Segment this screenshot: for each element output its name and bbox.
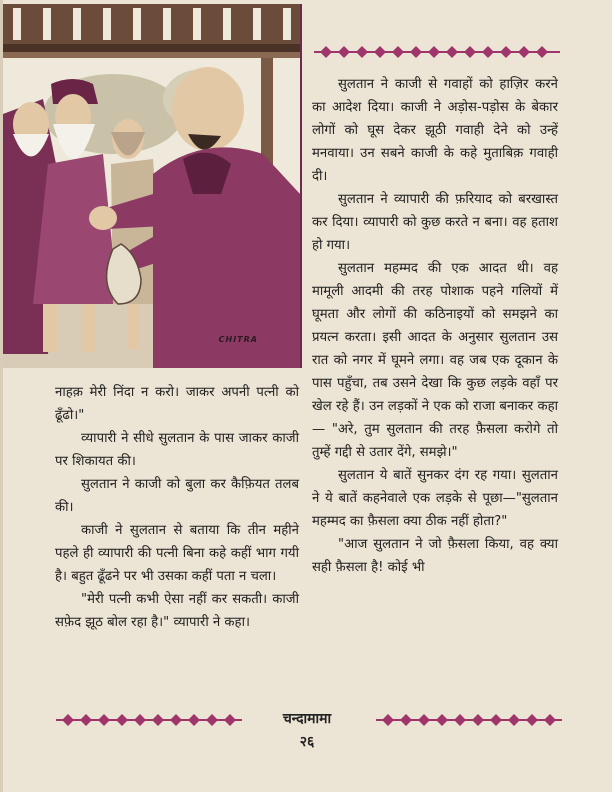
artist-signature: CHITRA <box>218 335 258 344</box>
paragraph: काजी ने सुलतान से बताया कि तीन महीने पहले ही व्यापारी की पत्नी बिना कहे कहीं भाग गयी है। बहुत ढूँढने पर भी उसका कहीं पता न चला। <box>55 523 299 584</box>
paragraph: सुलतान ने काजी से गवाहों को हाज़िर करने का आदेश दिया। काजी ने अड़ोस-पड़ोस के बेकार लोगों को घूस देकर झूठी गवाही देने को उन्हें मनवाया। उन सबने काजी के कहे मुताबिक़ गवाही दी। <box>312 77 558 184</box>
paragraph: सुलतान ने व्यापारी की फ़रियाद को बरखास्त कर दिया। व्यापारी को कुछ करते न बना। वह हताश हो गया। <box>312 192 558 253</box>
page-number: २६ <box>299 734 315 750</box>
magazine-title: चन्दामामा <box>282 711 332 727</box>
left-text-column <box>55 381 299 634</box>
paragraph: "मेरी पत्नी कभी ऐसा नहीं कर सकती। काजी सफ़ेद झूठ बोल रहा है।" व्यापारी ने कहा। <box>55 592 299 630</box>
paragraph: नाहक़ मेरी निंदा न करो। जाकर अपनी पत्नी को ढूँढो।" <box>55 385 299 423</box>
paragraph: सुलतान ने काजी को बुला कर कैफ़ियत तलब की। <box>55 477 299 515</box>
illustration-sultan-and-men <box>3 4 300 368</box>
ornament-bottom-left <box>56 713 242 727</box>
paragraph: सुलतान महम्मद की एक आदत थी। वह मामूली आदमी की तरह पोशाक पहने गलियों में घूमता और लोगों की कठिनाइयों को समझने का प्रयत्न करता। इसी आदत के अनुसार सुलतान उस रात को नगर में घूमने लगा। वह जब एक दूकान के पास पहुँचा, तब उसने देखा कि कुछ लड़के वहाँ पर खेल रहे हैं। उन लड़कों ने एक को राजा बनाकर कहा— "अरे, तुम सुलतान की तरह फ़ैसला करोगे तो तुम्हें गद्दी से उतार देंगे, समझे।" <box>312 261 558 460</box>
paragraph: "आज सुलतान ने जो फ़ैसला किया, वह क्या सही फ़ैसला है! कोई भी <box>312 537 558 575</box>
ornament-bottom-right <box>376 713 562 727</box>
paragraph: सुलतान ये बातें सुनकर दंग रह गया। सुलतान ने ये बातें कहनेवाले एक लड़के से पूछा—"सुलतान महम्मद का फ़ैसला क्या ठीक नहीं होता?" <box>312 468 558 529</box>
story-illustration <box>3 4 302 368</box>
paragraph: व्यापारी ने सीधे सुलतान के पास जाकर काजी पर शिकायत की। <box>55 431 299 469</box>
ornament-top <box>314 45 560 59</box>
right-text-column <box>312 73 558 579</box>
